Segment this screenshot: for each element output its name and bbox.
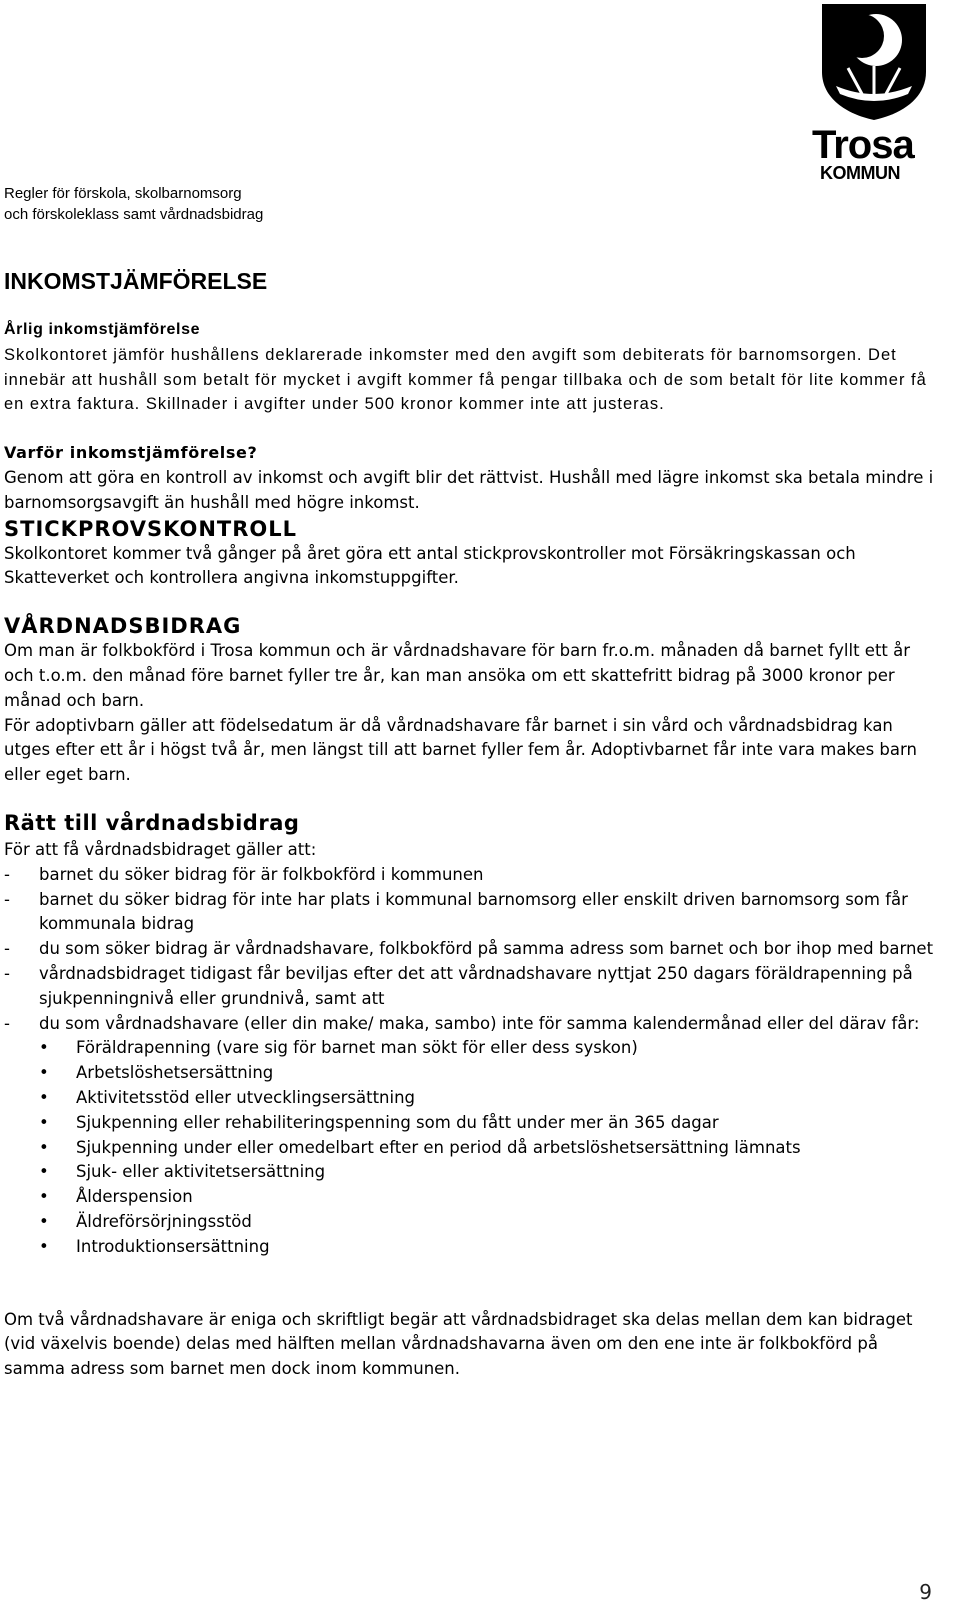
care-allowance-text-1: Om man är folkbokförd i Trosa kommun och är vårdnadshavare för barn fr.o.m. månaden då barnet fyllt ett år och t.o.m. den månad före barnet fyller tre år, kan man ansöka om ett skattefritt bidrag på 3000 kronor per månad och barn. — [4, 641, 911, 710]
rights-heading: Rätt till vårdnadsbidrag — [4, 810, 300, 835]
list-item: - barnet du söker bidrag för inte har plats i kommunal barnomsorg eller enskilt driven barnomsorg som får kommunala bidrag — [4, 889, 908, 934]
income-comparison-heading: INKOMSTJÄMFÖRELSE — [4, 268, 268, 294]
closing-text: Om två vårdnadshavare är eniga och skriftligt begär att vårdnadsbidraget ska delas mellan dem kan bidraget (vid växelvis boende) delas med hälften mellan vårdnadshavarna även om den ene inte är folkbokförd på samma adress som barnet men dock inom kommunen. — [4, 1309, 913, 1379]
trosa-kommun-logo — [812, 2, 960, 184]
conditions-list — [4, 863, 934, 1037]
bullet-item: • Introduktionsersättning — [39, 1236, 270, 1256]
page-number: 9 — [919, 1580, 932, 1604]
bullet-item: • Aktivitetsstöd eller utvecklingsersättning — [39, 1087, 416, 1107]
bullet-item: • Ålderspension — [39, 1187, 193, 1207]
benefits-bullet-list — [4, 1036, 934, 1259]
document-body — [4, 266, 934, 1382]
header-title-line-2: och förskoleklass samt vårdnadsbidrag — [4, 206, 264, 223]
why-comparison-text: Genom att göra en kontroll av inkomst och avgift blir det rättvist. Hushåll med lägre inkomst ska betala mindre i barnomsorgsavgift än hushåll med högre inkomst. — [4, 467, 934, 512]
annual-comparison-heading: Årlig inkomstjämförelse — [4, 321, 201, 338]
sample-check-heading: STICKPROVSKONTROLL — [4, 516, 298, 541]
bullet-item: • Föräldrapenning (vare sig för barnet man sökt för eller dess syskon) — [39, 1038, 638, 1058]
document-header — [4, 183, 263, 225]
moon-boat-emblem-icon — [818, 2, 930, 122]
logo-subtitle: KOMMUN — [820, 163, 900, 183]
logo-name: Trosa — [812, 123, 914, 167]
list-item: - barnet du söker bidrag för är folkbokförd i kommunen — [4, 864, 484, 884]
sample-check-text: Skolkontoret kommer två gånger på året göra ett antal stickprovskontroller mot Försäkringskassan och Skatteverket och kontrollera angivna inkomstuppgifter. — [4, 543, 856, 588]
rights-intro: För att få vårdnadsbidraget gäller att: — [4, 839, 317, 859]
why-comparison-heading: Varför inkomstjämförelse? — [4, 443, 258, 463]
header-title-line-1: Regler för förskola, skolbarnomsorg — [4, 185, 242, 202]
bullet-item: • Sjuk- eller aktivitetsersättning — [39, 1162, 326, 1182]
list-item: - du som vårdnadshavare (eller din make/ maka, sambo) inte för samma kalendermånad eller del därav får: — [4, 1013, 920, 1033]
care-allowance-text-2: För adoptivbarn gäller att födelsedatum är då vårdnadshavare får barnet i sin vård och vårdnadsbidrag kan utges efter ett år i högst två år, men längst till att barnet fyller fem år. Adoptivbarnet får inte vara makes barn eller eget barn. — [4, 715, 917, 785]
bullet-item: • Sjukpenning eller rehabiliteringspenning som du fått under mer än 365 dagar — [39, 1112, 719, 1132]
bullet-item: • Sjukpenning under eller omedelbart efter en period då arbetslöshetsersättning lämnats — [39, 1137, 801, 1157]
care-allowance-heading: VÅRDNADSBIDRAG — [4, 614, 242, 639]
bullet-item: • Äldreförsörjningsstöd — [39, 1211, 252, 1231]
annual-comparison-text: Skolkontoret jämför hushållens deklarerade inkomster med den avgift som debiterats för barnomsorgen. Det innebär att hushåll som betalt för mycket i avgift kommer få pengar tillbaka och de som betalt för lite kommer få en extra faktura. Skillnader i avgifter under 500 kronor kommer inte att justeras. — [4, 345, 927, 414]
list-item: - du som söker bidrag är vårdnadshavare, folkbokförd på samma adress som barnet och bor ihop med barnet — [4, 939, 934, 959]
bullet-item: • Arbetslöshetsersättning — [39, 1063, 274, 1083]
list-item: - vårdnadsbidraget tidigast får beviljas efter det att vårdnadshavare nyttjat 250 dagars föräldrapenning på sjukpenningnivå eller grundnivå, samt att — [4, 963, 913, 1008]
